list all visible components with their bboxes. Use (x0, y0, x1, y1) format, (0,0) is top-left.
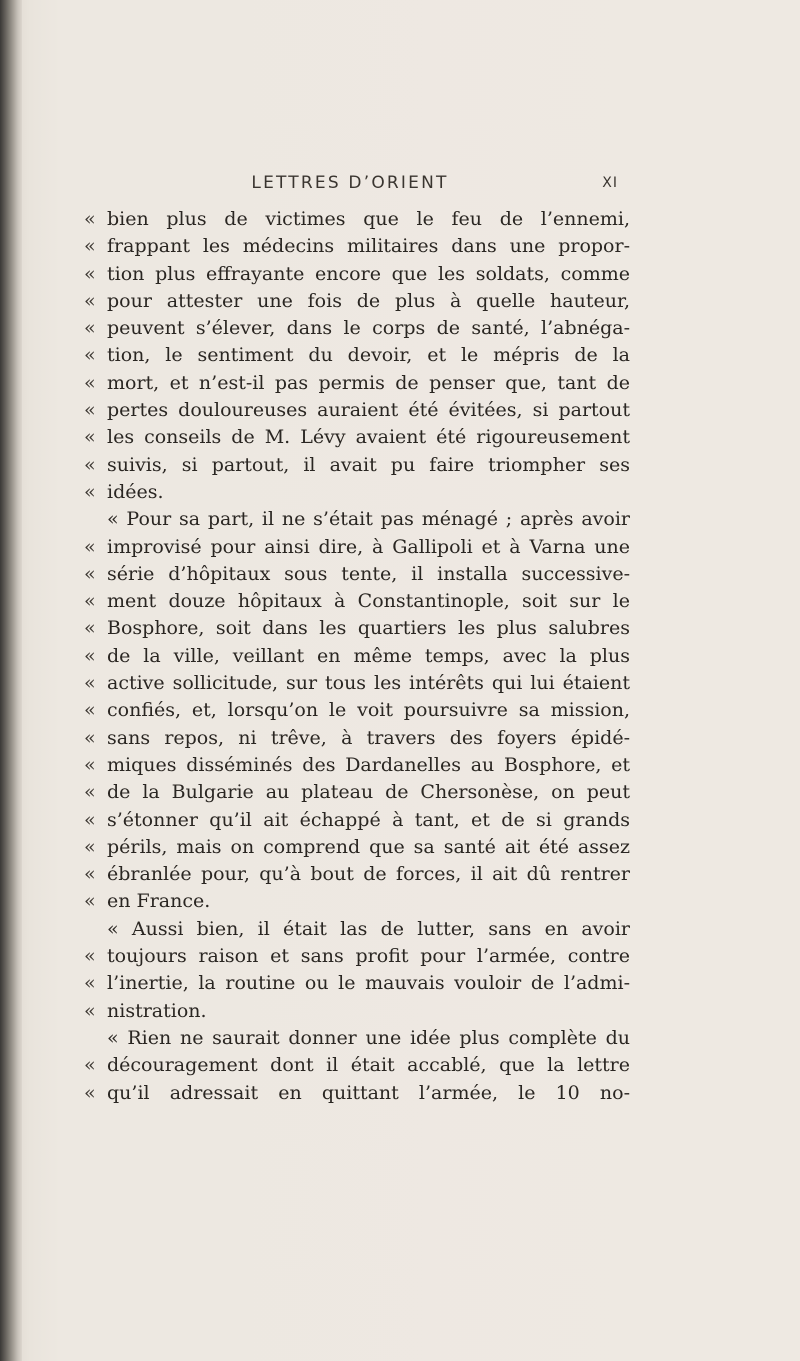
text-line (84, 861, 630, 888)
line-text: improvisé pour ainsi dire, à Gallipoli et à Varna une (107, 535, 630, 558)
text-line (84, 424, 630, 451)
line-text: Bosphore, soit dans les quartiers les plus salubres (107, 617, 630, 640)
quote-mark: « (84, 945, 96, 968)
running-head-title: LETTRES D’ORIENT (251, 173, 449, 193)
text-line (84, 943, 630, 970)
line-text: active sollicitude, sur tous les intérêts qui lui étaient (107, 672, 630, 695)
quote-mark: « (84, 808, 96, 831)
quote-mark: « (84, 262, 96, 285)
quote-mark: « (84, 753, 96, 776)
text-line (84, 534, 630, 561)
text-line (84, 452, 630, 479)
page-binding-edge (0, 0, 22, 1361)
text-line (84, 670, 630, 697)
line-text: découragement dont il était accablé, que la lettre (107, 1054, 630, 1077)
line-text: idées. (107, 480, 164, 503)
quote-mark: « (84, 426, 96, 449)
quote-mark: « (84, 1054, 96, 1077)
quote-mark: « (84, 1081, 96, 1104)
text-line (84, 288, 630, 315)
quote-mark: « (84, 863, 96, 886)
quote-mark: « (84, 617, 96, 640)
text-line (84, 779, 630, 806)
quote-mark: « (84, 453, 96, 476)
line-text: l’inertie, la routine ou le mauvais vouloir de l’admi- (107, 972, 630, 995)
text-line (84, 206, 630, 233)
text-line (84, 834, 630, 861)
line-text: miques disséminés des Dardanelles au Bosphore, et (107, 753, 630, 776)
text-line (84, 506, 630, 533)
quote-mark: « (84, 644, 96, 667)
quote-mark: « (84, 399, 96, 422)
line-text: série d’hôpitaux sous tente, il installa successive- (107, 562, 630, 585)
line-text: sans repos, ni trêve, à travers des foyers épidé- (107, 726, 630, 749)
running-head (0, 170, 800, 200)
line-text: pour attester une fois de plus à quelle hauteur, (107, 289, 630, 312)
line-text: qu’il adressait en quittant l’armée, le 10 no- (107, 1081, 630, 1104)
quote-mark: « (84, 835, 96, 858)
text-line (84, 342, 630, 369)
line-text: nistration. (107, 999, 207, 1022)
quote-mark: « (84, 480, 96, 503)
line-text: peuvent s’élever, dans le corps de santé, l’abnéga- (107, 317, 630, 340)
line-text: de la ville, veillant en même temps, avec la plus (107, 644, 630, 667)
line-text: périls, mais on comprend que sa santé ait été assez (107, 835, 630, 858)
line-text: toujours raison et sans profit pour l’armée, contre (107, 945, 630, 968)
text-line (84, 916, 630, 943)
text-line (84, 1052, 630, 1079)
line-text: tion plus effrayante encore que les soldats, comme (107, 262, 630, 285)
line-text: ébranlée pour, qu’à bout de forces, il ait dû rentrer (107, 863, 630, 886)
line-text: s’étonner qu’il ait échappé à tant, et de si grands (107, 808, 630, 831)
line-text: mort, et n’est-il pas permis de penser que, tant de (107, 371, 630, 394)
text-line (84, 561, 630, 588)
quote-mark: « (84, 672, 96, 695)
quote-mark: « (84, 590, 96, 613)
quote-mark: « (84, 289, 96, 312)
text-line (84, 1080, 630, 1107)
quote-mark: « (84, 726, 96, 749)
text-line (84, 615, 630, 642)
line-text: suivis, si partout, il avait pu faire triompher ses (107, 453, 630, 476)
line-text: « Pour sa part, il ne s’était pas ménagé ; après avoir (107, 508, 630, 531)
line-text: « Rien ne saurait donner une idée plus complète du (107, 1026, 630, 1049)
line-text: de la Bulgarie au plateau de Chersonèse, on peut (107, 781, 630, 804)
quote-mark: « (84, 699, 96, 722)
text-line (84, 588, 630, 615)
text-line (84, 643, 630, 670)
line-text: pertes douloureuses auraient été évitées, si partout (107, 399, 630, 422)
text-line (84, 397, 630, 424)
line-text: les conseils de M. Lévy avaient été rigoureusement (107, 426, 630, 449)
quote-mark: « (84, 317, 96, 340)
line-text: tion, le sentiment du devoir, et le mépris de la (107, 344, 630, 367)
text-line (84, 1025, 630, 1052)
quote-mark: « (84, 562, 96, 585)
text-line (84, 261, 630, 288)
text-line (84, 479, 630, 506)
text-line (84, 233, 630, 260)
quote-mark: « (84, 371, 96, 394)
quote-mark: « (84, 235, 96, 258)
text-line (84, 888, 630, 915)
line-text: « Aussi bien, il était las de lutter, sans en avoir (107, 917, 630, 940)
text-line (84, 315, 630, 342)
line-text: en France. (107, 890, 211, 913)
line-text: confiés, et, lorsqu’on le voit poursuivre sa mission, (107, 699, 630, 722)
body-text (84, 206, 630, 1107)
quote-mark: « (84, 781, 96, 804)
quote-mark: « (84, 344, 96, 367)
line-text: frappant les médecins militaires dans une propor- (107, 235, 630, 258)
text-line (84, 998, 630, 1025)
text-line (84, 970, 630, 997)
text-line (84, 697, 630, 724)
page-number: XI (602, 175, 618, 191)
quote-mark: « (84, 972, 96, 995)
text-line (84, 725, 630, 752)
quote-mark: « (84, 890, 96, 913)
quote-mark: « (84, 208, 96, 230)
text-line (84, 807, 630, 834)
text-line (84, 370, 630, 397)
quote-mark: « (84, 999, 96, 1022)
line-text: bien plus de victimes que le feu de l’ennemi, (107, 208, 630, 230)
text-line (84, 752, 630, 779)
line-text: ment douze hôpitaux à Constantinople, soit sur le (107, 590, 630, 613)
quote-mark: « (84, 535, 96, 558)
